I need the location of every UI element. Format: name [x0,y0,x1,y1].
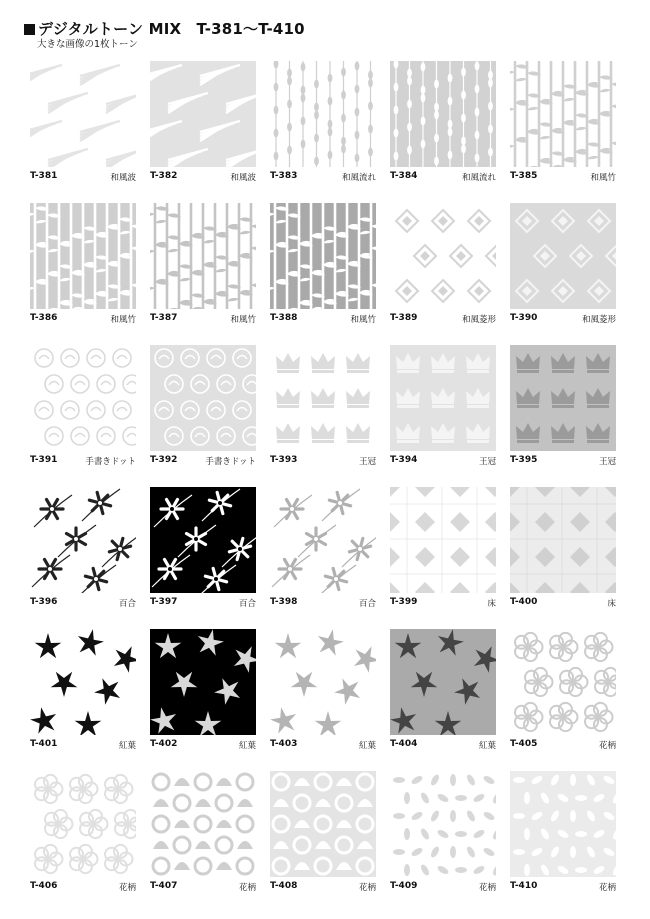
tone-code: T-396 [30,597,58,607]
tone-swatch-crown [270,345,376,451]
tone-code: T-398 [270,597,298,607]
tone-caption [30,597,136,611]
tone-caption [390,313,496,327]
tone-code: T-400 [510,597,538,607]
tone-name: 和風波 [230,173,256,183]
tone-caption [270,455,376,469]
tone-caption [390,171,496,185]
tone-tile [510,487,616,611]
tone-name: 王冠 [358,457,376,467]
tone-caption [150,171,256,185]
tone-caption [150,597,256,611]
tone-code: T-408 [270,881,298,891]
tone-caption [30,455,136,469]
tone-tile [270,771,376,895]
tone-name: 王冠 [478,457,496,467]
tone-code: T-394 [390,455,418,465]
tone-swatch-flower [30,771,136,877]
tone-caption [30,171,136,185]
tone-tile [390,61,496,185]
tone-swatch-leaves [510,771,616,877]
tone-swatch-maple [150,629,256,735]
tone-tile [30,345,136,469]
tone-code: T-382 [150,171,178,181]
tone-swatch-bamboo [30,203,136,309]
tone-code: T-393 [270,455,298,465]
tone-swatch-floor [510,487,616,593]
tone-caption [270,313,376,327]
tone-code: T-407 [150,881,178,891]
tone-name: 百合 [358,599,376,609]
tone-tile [390,487,496,611]
tone-caption [510,455,616,469]
tone-code: T-392 [150,455,178,465]
tone-name: 和風菱形 [581,315,616,325]
tone-tile [30,203,136,327]
tone-caption [270,739,376,753]
tone-tile [390,629,496,753]
tone-code: T-410 [510,881,538,891]
tone-tile [390,203,496,327]
tone-name: 床 [607,599,616,609]
tone-tile [30,61,136,185]
tone-swatch-crown [390,345,496,451]
tone-code: T-387 [150,313,178,323]
tone-code: T-384 [390,171,418,181]
tone-swatch-lily [30,487,136,593]
tone-tile [270,203,376,327]
tone-swatch-bamboo [510,61,616,167]
tone-name: 花柄 [598,883,616,893]
tone-swatch-crown [510,345,616,451]
tone-tile [270,345,376,469]
tone-caption [390,739,496,753]
tone-swatch-maple [270,629,376,735]
tone-tile [390,345,496,469]
tone-name: 百合 [238,599,256,609]
tone-caption [150,739,256,753]
tone-code: T-386 [30,313,58,323]
tone-caption [150,881,256,895]
tone-swatch-diamond [390,203,496,309]
tone-code: T-397 [150,597,178,607]
tone-code: T-399 [390,597,418,607]
tone-caption [270,597,376,611]
tone-caption [510,597,616,611]
tone-tile [30,629,136,753]
tone-caption [510,171,616,185]
tone-swatch-flower [510,629,616,735]
tone-caption [510,881,616,895]
page-title-text: デジタルトーン MIX T-381〜T-410 [38,20,305,38]
tone-tile [390,771,496,895]
tone-code: T-395 [510,455,538,465]
tone-code: T-381 [30,171,58,181]
page-header [24,20,305,51]
tone-tile [150,629,256,753]
tone-code: T-403 [270,739,298,749]
tone-swatch-maple [30,629,136,735]
tone-name: 花柄 [118,883,136,893]
tone-caption [510,739,616,753]
tone-tile [150,771,256,895]
tone-name: 花柄 [238,883,256,893]
tone-code: T-389 [390,313,418,323]
tone-tile [150,203,256,327]
tone-swatch-stream [270,61,376,167]
page-subtitle: 大きな画像の1枚トーン [37,39,138,50]
tone-caption [510,313,616,327]
tone-tile [510,345,616,469]
tone-name: 花柄 [478,883,496,893]
tone-name: 和風流れ [341,173,376,183]
tone-tile [510,61,616,185]
tone-code: T-383 [270,171,298,181]
tone-name: 手書きドット [85,457,136,467]
tone-code: T-390 [510,313,538,323]
tone-swatch-lily [150,487,256,593]
tone-name: 王冠 [598,457,616,467]
tone-name: 和風菱形 [461,315,496,325]
tone-name: 和風波 [110,173,136,183]
tone-name: 和風竹 [230,315,256,325]
tone-name: 紅葉 [478,741,496,751]
tone-code: T-409 [390,881,418,891]
tone-caption [150,455,256,469]
tone-swatch-wave [30,61,136,167]
tone-name: 紅葉 [358,741,376,751]
tone-name: 和風竹 [590,173,616,183]
tone-name: 和風竹 [350,315,376,325]
tone-code: T-405 [510,739,538,749]
tone-code: T-385 [510,171,538,181]
page-title [24,20,305,38]
tone-code: T-402 [150,739,178,749]
tone-tile [150,487,256,611]
tone-swatch-maple [390,629,496,735]
tone-swatch-diamond [510,203,616,309]
tone-caption [270,171,376,185]
tone-code: T-404 [390,739,418,749]
tone-caption [30,881,136,895]
tone-caption [150,313,256,327]
tone-swatch-floor [390,487,496,593]
tone-tile [150,61,256,185]
tone-tile [150,345,256,469]
tone-code: T-388 [270,313,298,323]
tone-tile [510,629,616,753]
tone-caption [390,881,496,895]
tone-tile [270,487,376,611]
tone-name: 和風竹 [110,315,136,325]
tone-swatch-dots [30,345,136,451]
tone-swatch-leaves [390,771,496,877]
tone-swatch-bamboo [150,203,256,309]
tone-swatch-bamboo [270,203,376,309]
tone-tile [510,771,616,895]
tone-swatch-wave [150,61,256,167]
tone-code: T-406 [30,881,58,891]
tone-caption [270,881,376,895]
tone-swatch-lily [270,487,376,593]
tone-caption [390,455,496,469]
tone-swatch-circles [270,771,376,877]
tone-name: 床 [487,599,496,609]
tone-tile [510,203,616,327]
tone-name: 紅葉 [118,741,136,751]
tone-name: 和風流れ [461,173,496,183]
tone-swatch-stream [390,61,496,167]
tone-name: 紅葉 [238,741,256,751]
tone-code: T-391 [30,455,58,465]
tone-tile [270,61,376,185]
tone-caption [30,739,136,753]
tone-caption [30,313,136,327]
tone-name: 花柄 [358,883,376,893]
tone-code: T-401 [30,739,58,749]
square-bullet-icon [24,24,35,35]
tone-name: 百合 [118,599,136,609]
tone-name: 花柄 [598,741,616,751]
tone-tile [30,771,136,895]
tone-caption [390,597,496,611]
tone-name: 手書きドット [205,457,256,467]
tone-tile [30,487,136,611]
tone-swatch-circles [150,771,256,877]
tone-swatch-dots [150,345,256,451]
tone-tile [270,629,376,753]
